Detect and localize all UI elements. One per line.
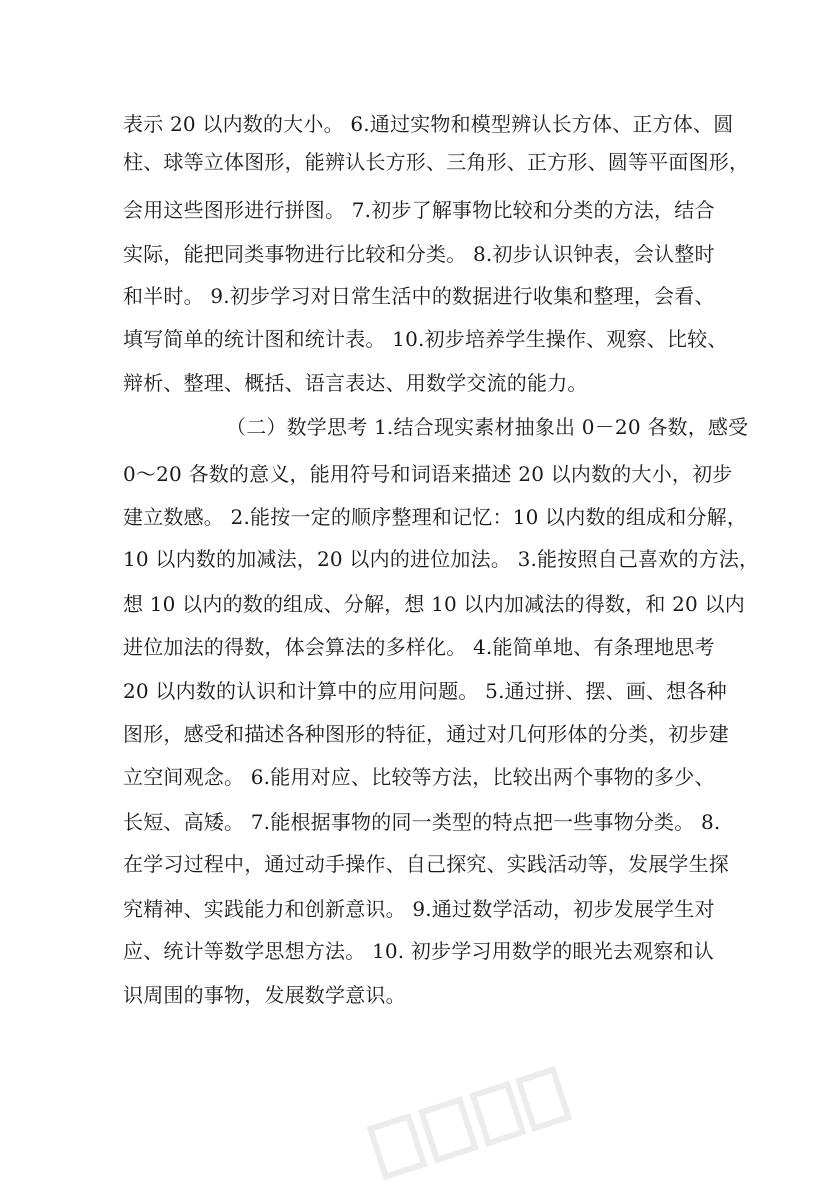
text-line: 应、统计等数学思想方法。 10. 初步学习用数学的眼光去观察和认 [123,939,714,963]
text-line: 建立数感。 2.能按一定的顺序整理和记忆：10 以内数的组成和分解， [123,505,748,529]
watermark-shape [364,1061,576,1189]
text-line: 0～20 各数的意义，能用符号和词语来描述 20 以内数的大小，初步 [123,462,733,486]
text-line: 想 10 以内的数的组成、分解，想 10 以内加减法的得数，和 20 以内 [123,592,745,616]
text-line: 图形，感受和描述各种图形的特征，通过对几何形体的分类，初步建 [123,722,729,746]
text-line: 究精神、实践能力和创新意识。 9.通过数学活动，初步发展学生对 [123,897,715,921]
text-line: 实际，能把同类事物进行比较和分类。 8.初步认识钟表，会认整时 [123,242,715,266]
text-line: 进位加法的得数，体会算法的多样化。 4.能简单地、有条理地思考 [123,635,715,659]
text-line: 10 以内数的加减法，20 以内的进位加法。 3.能按照自己喜欢的方法， [123,547,760,571]
text-line: 和半时。 9.初步学习对日常生活中的数据进行收集和整理，会看、 [123,284,715,308]
watermark [364,1061,576,1189]
text-line: 在学习过程中，通过动手操作、自己探究、实践活动等，发展学生探 [123,852,729,876]
text-line: 长短、高矮。 7.能根据事物的同一类型的特点把一些事物分类。 8. [123,810,721,834]
text-line: 柱、球等立体图形，能辨认长方形、三角形、正方形、圆等平面图形， [123,150,750,174]
text-line: 20 以内数的认识和计算中的应用问题。 5.通过拼、摆、画、想各种 [123,679,727,703]
text-line: 填写简单的统计图和统计表。 10.初步培养学生操作、观察、比较、 [123,327,728,351]
text-line: 表示 20 以内数的大小。 6.通过实物和模型辨认长方体、正方体、圆 [123,112,734,136]
text-line: 辩析、整理、概括、语言表达、用数学交流的能力。 [123,371,588,395]
text-line: 会用这些图形进行拼图。 7.初步了解事物比较和分类的方法，结合 [123,198,715,222]
section-heading-line: （二）数学思考 1.结合现实素材抽象出 0－20 各数，感受 [226,415,749,439]
text-line: 识周围的事物，发展数学意识。 [123,983,406,1007]
text-line: 立空间观念。 6.能用对应、比较等方法，比较出两个事物的多少、 [123,765,715,789]
